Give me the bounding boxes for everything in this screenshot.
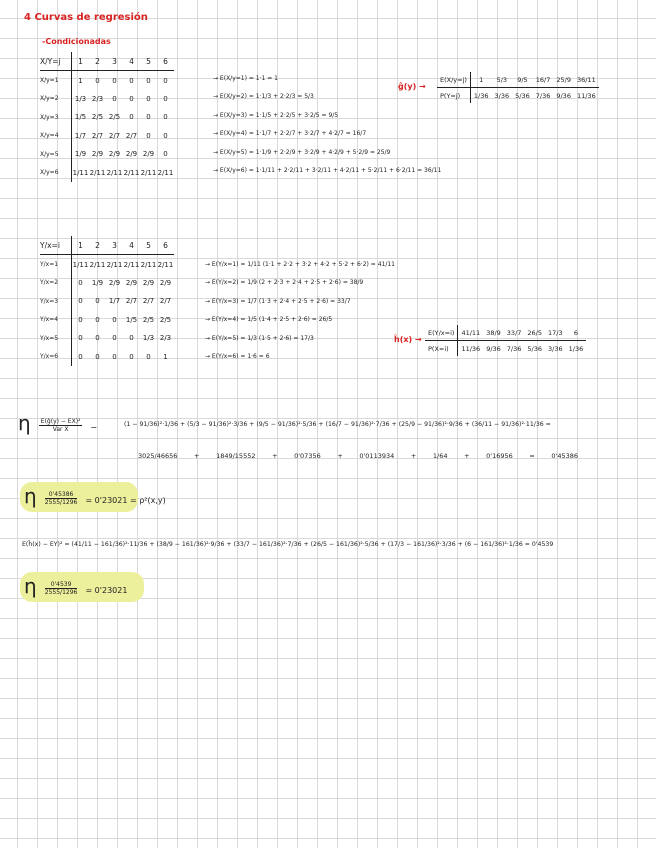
expectation-line: → E(Y/x=6) = 1·6 = 6 xyxy=(205,353,270,361)
table-header-row xyxy=(40,52,174,71)
eta-x-y-result xyxy=(24,576,127,597)
table-row xyxy=(40,127,174,145)
table-cell: 0 xyxy=(78,278,83,287)
header-cell: 6 xyxy=(157,52,174,71)
eta-squared-formula xyxy=(18,413,97,434)
table-cell: 1/3 xyxy=(142,334,155,343)
header-cell: 1 xyxy=(72,236,90,255)
table-cell: 2/5 xyxy=(91,113,104,122)
eta-result-value: = 0'23021 = ρ²(x,y) xyxy=(85,496,166,505)
eta-fraction xyxy=(45,581,78,596)
header-cell: 5 xyxy=(140,52,157,71)
expectation-line: → E(Y/x=3) = 1/7 (1·3 + 2·4 + 2·5 + 2·6) = 33/7 xyxy=(205,297,351,305)
table-cell: 2/9 xyxy=(108,150,121,159)
table-cell: 5/3 xyxy=(492,72,513,88)
fraction-denominator: Var X xyxy=(52,426,69,433)
table-cell: 0 xyxy=(78,297,83,306)
table-cell: 2/5 xyxy=(108,113,121,122)
table-cell: 0 xyxy=(163,76,168,85)
expectation-line: → E(X/y=1) = 1·1 = 1 xyxy=(213,75,278,82)
table-cell: 1/5 xyxy=(125,315,138,324)
row-label: Y/x=3 xyxy=(40,292,72,310)
table-cell: 0 xyxy=(129,94,134,103)
fraction-denominator: 2555/1296 xyxy=(44,589,78,596)
table-cell: 2/11 xyxy=(123,260,140,269)
table-cell: 2/7 xyxy=(108,131,121,140)
table-cell: 1/11 xyxy=(72,260,89,269)
table-cell: 2/11 xyxy=(123,168,140,177)
table-cell: 2/7 xyxy=(125,131,138,140)
term: = xyxy=(529,452,535,460)
term: + xyxy=(272,452,278,460)
table-cell: 5/36 xyxy=(515,91,530,100)
expectation-line: → E(X/y=2) = 1·1/3 + 2·2/3 = 5/3 xyxy=(213,93,314,101)
term: 0'16956 xyxy=(486,452,513,460)
table-cell: 0 xyxy=(95,352,100,361)
table-cell: 2/9 xyxy=(159,278,172,287)
table-corner: X/Y=j xyxy=(40,52,72,71)
table-cell: 0 xyxy=(112,315,117,324)
term: 0'07356 xyxy=(294,452,321,460)
table-cell: 7/36 xyxy=(535,91,551,100)
table-cell: 0 xyxy=(129,334,134,343)
row-label: Y/x=2 xyxy=(40,274,72,292)
eta-sum-expression: (1 − 91/36)²·1/36 + (5/3 − 91/36)²·3/36 + (9/5 − 91/36)²·5/36 + (16/7 − 91/36)²·7/36 + (25/9 − 91/36)²·9/36 + (36/11 − 91/36)²·11/36 = xyxy=(124,421,551,428)
table-cell: 41/11 xyxy=(458,325,483,341)
expectation-line: → E(X/y=5) = 1·1/9 + 2·2/9 + 3·2/9 + 4·2/9 + 5·2/9 = 25/9 xyxy=(213,148,391,156)
header-cell: 6 xyxy=(157,236,174,255)
table-cell: 0 xyxy=(78,334,83,343)
table-cell: 9/5 xyxy=(512,72,533,88)
page-title: 4 Curvas de regresión xyxy=(24,12,148,23)
eta-result-value: = 0'23021 xyxy=(85,586,128,595)
table-cell: 2/3 xyxy=(91,94,104,103)
table-cell: 3/36 xyxy=(548,344,563,353)
table-corner: Y/x=i xyxy=(40,236,72,255)
table-cell: 0 xyxy=(163,94,168,103)
header-cell: 5 xyxy=(140,236,157,255)
table-cell: 1/7 xyxy=(74,131,87,140)
table-cell: 2/9 xyxy=(125,150,138,159)
table-cell: 1 xyxy=(78,76,83,85)
table-cell: 17/3 xyxy=(545,325,566,341)
table-cell: 2/7 xyxy=(125,297,138,306)
table-cell: 1/3 xyxy=(74,94,87,103)
expectation-line: → E(Y/x=1) = 1/11 (1·1 + 2·2 + 3·2 + 4·2 + 5·2 + 6·2) = 41/11 xyxy=(205,261,395,268)
h-of-x-label: ĥ(x) → xyxy=(394,335,422,344)
table-row xyxy=(40,90,174,108)
table-cell: 1/9 xyxy=(91,278,104,287)
table-cell: 2/7 xyxy=(142,297,155,306)
row-label: Y/x=1 xyxy=(40,255,72,274)
table-cell: 2/7 xyxy=(159,297,172,306)
eta-symbol: η xyxy=(24,574,37,598)
row-label: Y/x=4 xyxy=(40,311,72,329)
table-cell: 0 xyxy=(112,76,117,85)
row-label: X/y=3 xyxy=(40,108,72,126)
table-cell: 0 xyxy=(146,113,151,122)
table-cell: 0 xyxy=(163,113,168,122)
table-cell: 11/36 xyxy=(461,344,481,353)
variance-h-expression: E(ĥ(x) − EY)² = (41/11 − 161/36)²·11/36 + (38/9 − 161/36)²·9/36 + (33/7 − 161/36)²·7/36 + (26/5 − 161/36)²·5/36 + (17/3 − 161/36)²·3/36 + (6 − 161/36)²·1/36 = 0'4539 xyxy=(22,541,554,548)
table-cell: 1/5 xyxy=(74,113,87,122)
row-label: Y/x=6 xyxy=(40,347,72,365)
table-row xyxy=(40,347,174,365)
term: + xyxy=(464,452,470,460)
row-label: X/y=2 xyxy=(40,90,72,108)
table-cell: 0 xyxy=(95,297,100,306)
term: 0'45386 xyxy=(551,452,578,460)
table-cell: 0 xyxy=(129,113,134,122)
table-cell: 1/11 xyxy=(72,168,89,177)
table-row xyxy=(40,311,174,329)
h-distribution-table xyxy=(425,325,586,356)
expectation-line: → E(Y/x=2) = 1/9 (2 + 2·3 + 2·4 + 2·5 + 2·6) = 38/9 xyxy=(205,279,364,287)
g-distribution-table xyxy=(437,72,599,103)
table-cell: 2/9 xyxy=(125,278,138,287)
table-cell: 2/11 xyxy=(140,260,157,269)
table-cell: 0 xyxy=(112,94,117,103)
header-cell: 2 xyxy=(89,236,106,255)
row-label: P(Y=j) xyxy=(437,88,470,104)
table-header-row xyxy=(40,236,174,255)
table-cell: 38/9 xyxy=(483,325,504,341)
table-cell: 2/11 xyxy=(89,168,106,177)
table-cell: 0 xyxy=(78,315,83,324)
table-row xyxy=(40,145,174,163)
conditional-table-y-given-x xyxy=(40,236,174,366)
table-cell: 2/9 xyxy=(142,150,155,159)
table-cell: 0 xyxy=(146,94,151,103)
term: 1849/15552 xyxy=(216,452,256,460)
table-cell: 2/11 xyxy=(157,260,174,269)
header-cell: 1 xyxy=(72,52,90,71)
table-cell: 2/11 xyxy=(89,260,106,269)
table-cell: 0 xyxy=(78,352,83,361)
table-cell: 0 xyxy=(95,334,100,343)
table-cell: 6 xyxy=(566,325,587,341)
g-of-y-label: ĝ(y) → xyxy=(398,82,426,91)
header-cell: 4 xyxy=(123,52,140,71)
table-cell: 0 xyxy=(129,76,134,85)
table-row xyxy=(425,325,586,341)
fraction-numerator: 0'45386 xyxy=(45,491,78,499)
table-row xyxy=(40,71,174,90)
table-cell: 0 xyxy=(95,76,100,85)
fraction-denominator: 2555/1296 xyxy=(44,499,78,506)
term: + xyxy=(194,452,200,460)
row-label: E(Y/x=i) xyxy=(425,325,458,341)
row-label: X/y=5 xyxy=(40,145,72,163)
header-cell: 2 xyxy=(89,52,106,71)
table-cell: 2/11 xyxy=(157,168,174,177)
conditional-expectations-y xyxy=(205,256,395,366)
table-cell: 1/7 xyxy=(108,297,121,306)
row-label: P(X=i) xyxy=(425,341,458,357)
table-cell: 0 xyxy=(163,131,168,140)
table-cell: 0 xyxy=(163,150,168,159)
table-cell: 2/11 xyxy=(106,168,123,177)
table-cell: 36/11 xyxy=(574,72,599,88)
header-cell: 3 xyxy=(106,52,123,71)
section-subtitle: -Condicionadas xyxy=(42,37,111,46)
table-cell: 2/7 xyxy=(91,131,104,140)
table-cell: 1 xyxy=(163,352,168,361)
term: + xyxy=(410,452,417,460)
row-label: Y/x=5 xyxy=(40,329,72,347)
table-cell: 2/9 xyxy=(91,150,104,159)
eta-symbol: η xyxy=(24,484,37,508)
table-cell: 16/7 xyxy=(533,72,554,88)
expectation-line: → E(X/y=6) = 1·1/11 + 2·2/11 + 3·2/11 + 4·2/11 + 5·2/11 + 6·2/11 = 36/11 xyxy=(213,167,442,175)
table-cell: 11/36 xyxy=(576,91,596,100)
table-cell: 0 xyxy=(146,76,151,85)
table-cell: 2/5 xyxy=(142,315,155,324)
table-cell: 0 xyxy=(112,352,117,361)
table-cell: 2/5 xyxy=(159,315,172,324)
term: 3025/46656 xyxy=(138,452,178,460)
header-cell: 3 xyxy=(106,236,123,255)
table-cell: 7/36 xyxy=(506,344,522,353)
header-cell: 4 xyxy=(123,236,140,255)
table-cell: 1 xyxy=(470,72,491,88)
table-cell: 1/36 xyxy=(568,344,584,353)
expectation-line: → E(Y/x=4) = 1/5 (1·4 + 2·5 + 2·6) = 26/5 xyxy=(205,316,333,324)
expectation-line: → E(Y/x=5) = 1/3 (1·5 + 2·6) = 17/3 xyxy=(205,334,314,342)
table-cell: 2/9 xyxy=(108,278,121,287)
table-cell: 3/36 xyxy=(494,91,510,100)
table-cell: 33/7 xyxy=(504,325,525,341)
table-cell: 2/11 xyxy=(140,168,157,177)
table-cell: 9/36 xyxy=(556,91,571,100)
table-row xyxy=(40,274,174,292)
eta-symbol: η xyxy=(18,411,31,435)
table-cell: 5/36 xyxy=(527,344,543,353)
table-cell: 25/9 xyxy=(553,72,574,88)
table-row xyxy=(40,163,174,181)
table-cell: 9/36 xyxy=(486,344,501,353)
row-label: X/y=1 xyxy=(40,71,72,90)
table-cell: 26/5 xyxy=(524,325,545,341)
table-row xyxy=(425,341,586,357)
term: 0'0113934 xyxy=(359,452,395,460)
row-label: X/y=4 xyxy=(40,127,72,145)
table-row xyxy=(40,255,174,274)
row-label: X/y=6 xyxy=(40,163,72,181)
table-cell: 1/9 xyxy=(74,150,87,159)
table-cell: 2/11 xyxy=(106,260,123,269)
tilde-arrow-icon: ∼ xyxy=(90,423,98,432)
fraction-numerator: 0'4539 xyxy=(45,581,78,589)
expectation-line: → E(X/y=3) = 1·1/5 + 2·2/5 + 3·2/5 = 9/5 xyxy=(213,111,339,119)
table-row xyxy=(437,72,599,88)
table-cell: 0 xyxy=(95,315,100,324)
table-row xyxy=(40,292,174,310)
eta-fraction xyxy=(45,491,78,506)
table-cell: 0 xyxy=(129,352,134,361)
table-row xyxy=(40,329,174,347)
term: 1/64 xyxy=(432,452,448,460)
table-cell: 0 xyxy=(112,334,117,343)
table-cell: 0 xyxy=(146,352,151,361)
term: + xyxy=(337,452,343,460)
table-row xyxy=(40,108,174,126)
conditional-table-x-given-y xyxy=(40,52,174,182)
expectation-line: → E(X/y=4) = 1·1/7 + 2·2/7 + 3·2/7 + 4·2/7 = 16/7 xyxy=(213,130,367,138)
eta-y-x-result xyxy=(24,486,166,507)
fraction-numerator: E(ĝ(y) − EX)² xyxy=(40,418,81,425)
row-label: E(X/y=j) xyxy=(437,72,470,88)
table-cell: 0 xyxy=(146,131,151,140)
eta-fraction xyxy=(39,418,83,433)
table-cell: 2/3 xyxy=(159,334,172,343)
table-cell: 2/9 xyxy=(142,278,155,287)
table-cell: 1/36 xyxy=(473,91,489,100)
eta-partial-sums xyxy=(138,452,578,460)
table-row xyxy=(437,88,599,104)
